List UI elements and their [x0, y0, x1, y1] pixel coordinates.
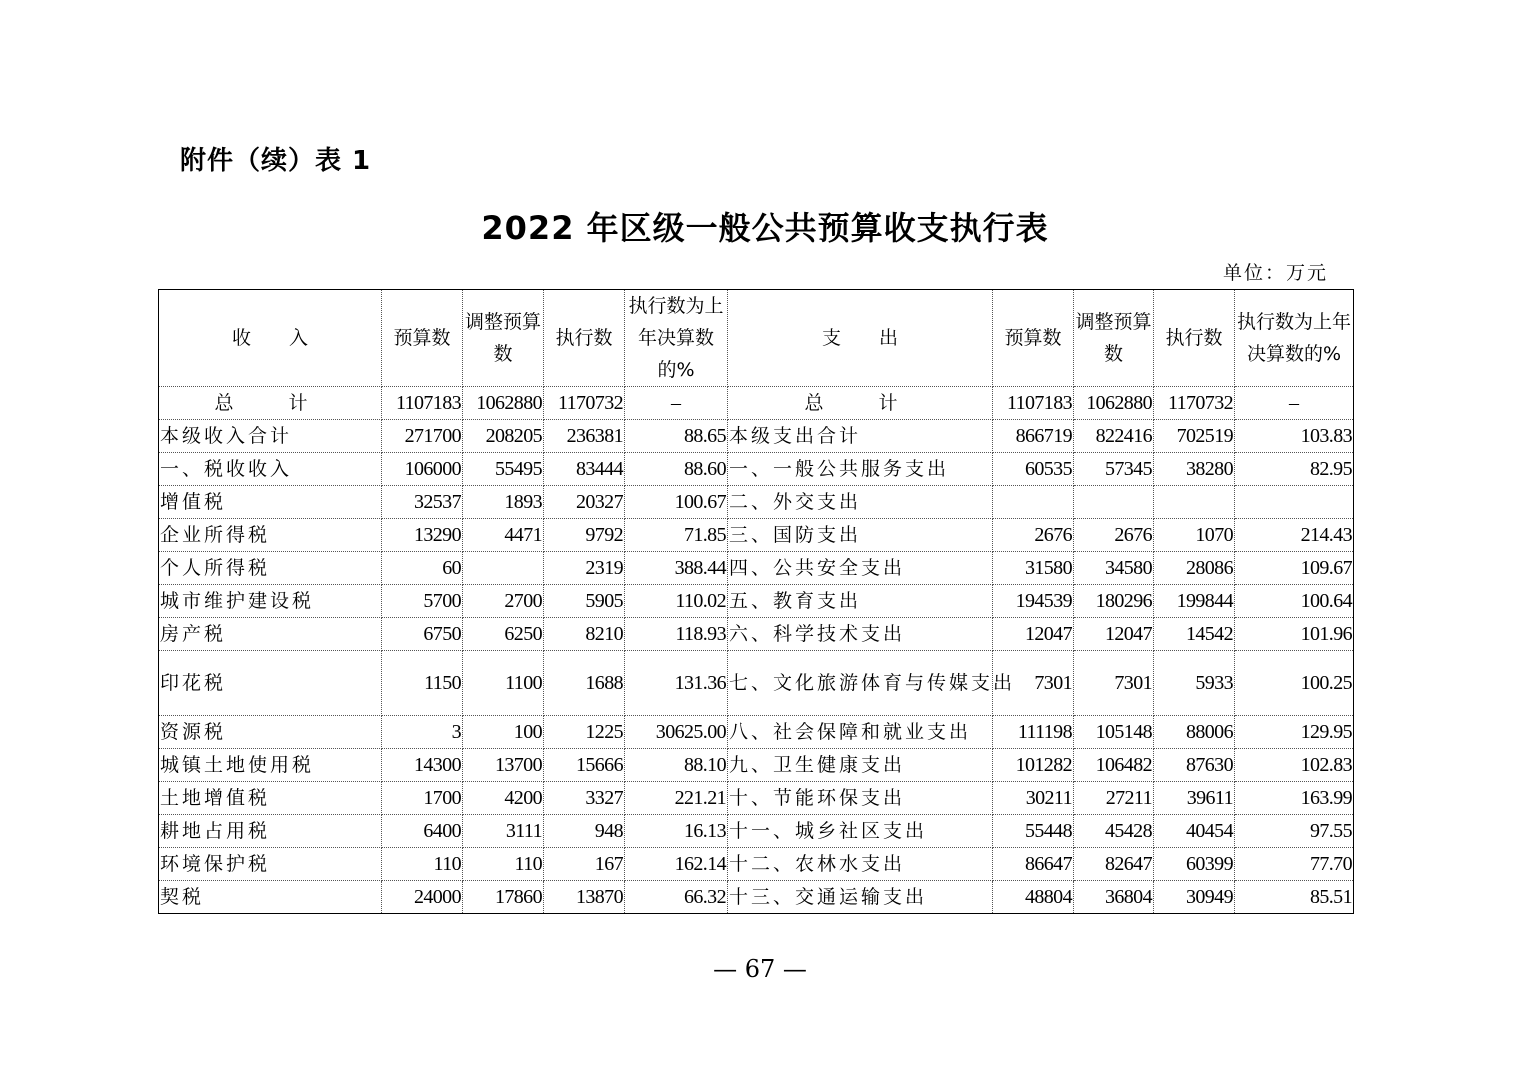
out-executed-cell: 5933	[1154, 651, 1235, 716]
out-adjusted-cell: 12047	[1074, 618, 1154, 651]
out-ratio-cell: 214.43	[1235, 519, 1354, 552]
table-row	[159, 881, 1354, 914]
out-ratio-cell: 82.95	[1235, 453, 1354, 486]
header-ratio: 执行数为上年决算数的%	[625, 290, 728, 387]
out-ratio-cell: 103.83	[1235, 420, 1354, 453]
in-name-cell: 城镇土地使用税	[159, 749, 382, 782]
in-budget-cell: 14300	[382, 749, 463, 782]
total-out-executed: 1170732	[1154, 387, 1235, 420]
in-name-cell: 一、税收收入	[159, 453, 382, 486]
out-adjusted-cell: 57345	[1074, 453, 1154, 486]
out-budget-cell: 866719	[993, 420, 1074, 453]
in-name-cell: 房产税	[159, 618, 382, 651]
header-adjusted: 调整预算数	[1074, 290, 1154, 387]
out-name-cell: 一、一般公共服务支出	[728, 453, 993, 486]
out-executed-cell: 38280	[1154, 453, 1235, 486]
in-executed-cell: 948	[544, 815, 625, 848]
out-budget-cell: 31580	[993, 552, 1074, 585]
table-row	[159, 453, 1354, 486]
out-adjusted-cell: 36804	[1074, 881, 1154, 914]
document-title: 2022 年区级一般公共预算收支执行表	[481, 209, 1049, 247]
in-name-cell: 印花税	[159, 651, 382, 716]
out-budget-cell: 194539	[993, 585, 1074, 618]
total-out-label: 总 计	[728, 387, 993, 420]
in-ratio-cell: 162.14	[625, 848, 728, 881]
table-row	[159, 585, 1354, 618]
in-adjusted-cell: 1100	[463, 651, 544, 716]
total-in-budget: 1107183	[382, 387, 463, 420]
table-row	[159, 716, 1354, 749]
out-ratio-cell: 129.95	[1235, 716, 1354, 749]
out-adjusted-cell: 180296	[1074, 585, 1154, 618]
total-out-budget: 1107183	[993, 387, 1074, 420]
out-name-cell: 四、公共安全支出	[728, 552, 993, 585]
in-adjusted-cell: 13700	[463, 749, 544, 782]
in-name-cell: 资源税	[159, 716, 382, 749]
in-name-cell: 环境保护税	[159, 848, 382, 881]
unit-label: 单位：万元	[1222, 262, 1328, 284]
in-executed-cell: 2319	[544, 552, 625, 585]
out-executed-cell: 1070	[1154, 519, 1235, 552]
budget-table	[158, 289, 1354, 914]
in-budget-cell: 24000	[382, 881, 463, 914]
table-row	[159, 848, 1354, 881]
in-name-cell: 耕地占用税	[159, 815, 382, 848]
header-executed: 执行数	[544, 290, 625, 387]
in-ratio-cell: 66.32	[625, 881, 728, 914]
out-executed-cell: 199844	[1154, 585, 1235, 618]
out-adjusted-cell: 822416	[1074, 420, 1154, 453]
out-executed-cell: 87630	[1154, 749, 1235, 782]
total-in-executed: 1170732	[544, 387, 625, 420]
out-name-cell: 七、文化旅游体育与传媒支出	[728, 651, 993, 716]
in-executed-cell: 15666	[544, 749, 625, 782]
in-name-cell: 土地增值税	[159, 782, 382, 815]
out-ratio-cell: 163.99	[1235, 782, 1354, 815]
in-ratio-cell: 110.02	[625, 585, 728, 618]
in-budget-cell: 3	[382, 716, 463, 749]
table-row	[159, 782, 1354, 815]
table-row	[159, 519, 1354, 552]
out-ratio-cell: 101.96	[1235, 618, 1354, 651]
total-label: 总 计	[159, 387, 382, 420]
header-executed: 执行数	[1154, 290, 1235, 387]
in-adjusted-cell: 100	[463, 716, 544, 749]
header-expense: 支 出	[728, 290, 993, 387]
in-adjusted-cell: 55495	[463, 453, 544, 486]
in-name-cell: 契税	[159, 881, 382, 914]
out-name-cell: 六、科学技术支出	[728, 618, 993, 651]
in-adjusted-cell: 4200	[463, 782, 544, 815]
out-executed-cell: 60399	[1154, 848, 1235, 881]
out-name-cell: 十二、农林水支出	[728, 848, 993, 881]
in-adjusted-cell: 6250	[463, 618, 544, 651]
out-budget-cell: 30211	[993, 782, 1074, 815]
in-ratio-cell: 16.13	[625, 815, 728, 848]
out-budget-cell: 60535	[993, 453, 1074, 486]
in-ratio-cell: 100.67	[625, 486, 728, 519]
in-ratio-cell: 71.85	[625, 519, 728, 552]
in-budget-cell: 5700	[382, 585, 463, 618]
out-name-cell: 本级支出合计	[728, 420, 993, 453]
out-budget-cell	[993, 486, 1074, 519]
table-row	[159, 749, 1354, 782]
out-name-cell: 十一、城乡社区支出	[728, 815, 993, 848]
table-row	[159, 618, 1354, 651]
in-ratio-cell: 221.21	[625, 782, 728, 815]
total-in-ratio: –	[625, 387, 728, 420]
table-row	[159, 552, 1354, 585]
in-adjusted-cell: 208205	[463, 420, 544, 453]
out-ratio-cell: 109.67	[1235, 552, 1354, 585]
in-budget-cell: 60	[382, 552, 463, 585]
in-adjusted-cell: 4471	[463, 519, 544, 552]
in-budget-cell: 110	[382, 848, 463, 881]
out-adjusted-cell: 82647	[1074, 848, 1154, 881]
out-budget-cell: 48804	[993, 881, 1074, 914]
in-name-cell: 个人所得税	[159, 552, 382, 585]
in-executed-cell: 9792	[544, 519, 625, 552]
out-budget-cell: 7301	[993, 651, 1074, 716]
out-adjusted-cell: 106482	[1074, 749, 1154, 782]
in-adjusted-cell: 2700	[463, 585, 544, 618]
out-ratio-cell: 100.25	[1235, 651, 1354, 716]
in-ratio-cell: 88.10	[625, 749, 728, 782]
out-name-cell: 九、卫生健康支出	[728, 749, 993, 782]
in-budget-cell: 13290	[382, 519, 463, 552]
header-income: 收 入	[159, 290, 382, 387]
total-out-ratio: –	[1235, 387, 1354, 420]
out-budget-cell: 111198	[993, 716, 1074, 749]
table-row	[159, 815, 1354, 848]
out-ratio-cell: 97.55	[1235, 815, 1354, 848]
out-adjusted-cell: 2676	[1074, 519, 1154, 552]
out-ratio-cell: 102.83	[1235, 749, 1354, 782]
in-ratio-cell: 88.65	[625, 420, 728, 453]
table-row	[159, 651, 1354, 716]
header-budget: 预算数	[382, 290, 463, 387]
out-ratio-cell: 85.51	[1235, 881, 1354, 914]
in-executed-cell: 1225	[544, 716, 625, 749]
in-ratio-cell: 88.60	[625, 453, 728, 486]
table-row	[159, 486, 1354, 519]
out-executed-cell: 28086	[1154, 552, 1235, 585]
in-adjusted-cell	[463, 552, 544, 585]
out-executed-cell	[1154, 486, 1235, 519]
out-ratio-cell	[1235, 486, 1354, 519]
header-budget: 预算数	[993, 290, 1074, 387]
out-budget-cell: 101282	[993, 749, 1074, 782]
in-name-cell: 企业所得税	[159, 519, 382, 552]
out-executed-cell: 702519	[1154, 420, 1235, 453]
out-budget-cell: 86647	[993, 848, 1074, 881]
out-executed-cell: 14542	[1154, 618, 1235, 651]
in-executed-cell: 236381	[544, 420, 625, 453]
in-name-cell: 增值税	[159, 486, 382, 519]
in-adjusted-cell: 110	[463, 848, 544, 881]
out-executed-cell: 88006	[1154, 716, 1235, 749]
in-executed-cell: 3327	[544, 782, 625, 815]
out-adjusted-cell: 105148	[1074, 716, 1154, 749]
total-row	[159, 387, 1354, 420]
in-ratio-cell: 118.93	[625, 618, 728, 651]
out-executed-cell: 30949	[1154, 881, 1235, 914]
in-executed-cell: 20327	[544, 486, 625, 519]
out-name-cell: 十三、交通运输支出	[728, 881, 993, 914]
in-budget-cell: 1150	[382, 651, 463, 716]
out-name-cell: 二、外交支出	[728, 486, 993, 519]
out-executed-cell: 40454	[1154, 815, 1235, 848]
in-executed-cell: 5905	[544, 585, 625, 618]
in-name-cell: 本级收入合计	[159, 420, 382, 453]
header-adjusted: 调整预算数	[463, 290, 544, 387]
in-executed-cell: 167	[544, 848, 625, 881]
out-adjusted-cell: 45428	[1074, 815, 1154, 848]
out-executed-cell: 39611	[1154, 782, 1235, 815]
in-budget-cell: 32537	[382, 486, 463, 519]
out-name-cell: 三、国防支出	[728, 519, 993, 552]
out-budget-cell: 12047	[993, 618, 1074, 651]
out-name-cell: 十、节能环保支出	[728, 782, 993, 815]
table-row	[159, 420, 1354, 453]
in-name-cell: 城市维护建设税	[159, 585, 382, 618]
in-adjusted-cell: 1893	[463, 486, 544, 519]
table-header-row	[159, 290, 1354, 387]
out-ratio-cell: 100.64	[1235, 585, 1354, 618]
out-name-cell: 五、教育支出	[728, 585, 993, 618]
in-budget-cell: 6750	[382, 618, 463, 651]
in-executed-cell: 13870	[544, 881, 625, 914]
out-budget-cell: 2676	[993, 519, 1074, 552]
out-budget-cell: 55448	[993, 815, 1074, 848]
header-ratio: 执行数为上年决算数的%	[1235, 290, 1354, 387]
in-budget-cell: 106000	[382, 453, 463, 486]
in-budget-cell: 1700	[382, 782, 463, 815]
out-adjusted-cell: 34580	[1074, 552, 1154, 585]
in-ratio-cell: 30625.00	[625, 716, 728, 749]
in-adjusted-cell: 3111	[463, 815, 544, 848]
total-out-adjusted: 1062880	[1074, 387, 1154, 420]
total-in-adjusted: 1062880	[463, 387, 544, 420]
in-adjusted-cell: 17860	[463, 881, 544, 914]
out-name-cell: 八、社会保障和就业支出	[728, 716, 993, 749]
in-executed-cell: 8210	[544, 618, 625, 651]
in-executed-cell: 83444	[544, 453, 625, 486]
out-adjusted-cell: 7301	[1074, 651, 1154, 716]
out-adjusted-cell	[1074, 486, 1154, 519]
in-budget-cell: 271700	[382, 420, 463, 453]
out-ratio-cell: 77.70	[1235, 848, 1354, 881]
attachment-label: 附件（续）表 1	[180, 146, 372, 176]
in-budget-cell: 6400	[382, 815, 463, 848]
in-executed-cell: 1688	[544, 651, 625, 716]
out-adjusted-cell: 27211	[1074, 782, 1154, 815]
page-number: — 67 —	[713, 955, 807, 983]
in-ratio-cell: 388.44	[625, 552, 728, 585]
in-ratio-cell: 131.36	[625, 651, 728, 716]
